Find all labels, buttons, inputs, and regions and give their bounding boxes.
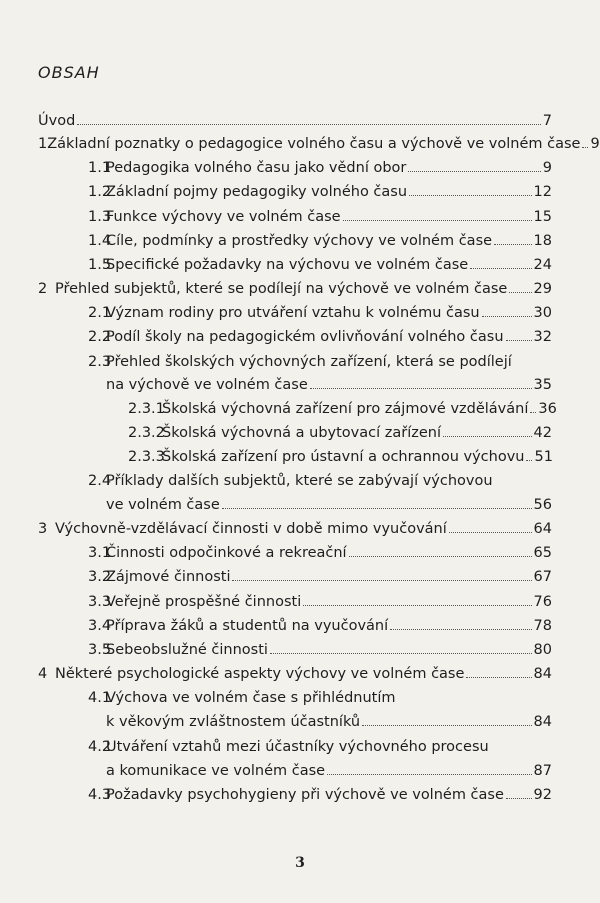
toc-entry-page: 18 bbox=[533, 233, 552, 249]
toc-entry-number: 2.1 bbox=[88, 305, 112, 321]
toc-entry bbox=[88, 183, 552, 201]
toc-entry bbox=[88, 472, 493, 490]
dot-leader bbox=[506, 339, 532, 341]
toc-entry-page: 84 bbox=[533, 714, 552, 730]
toc-entry-title: Školská výchovná a ubytovací zařízení bbox=[162, 425, 441, 441]
toc-entry-title: Školská zařízení pro ústavní a ochrannou výchovu bbox=[162, 449, 525, 465]
dot-leader bbox=[506, 797, 532, 799]
toc-entry-title: Základní poznatky o pedagogice volného času a výchově ve volném čase bbox=[47, 136, 581, 152]
toc-entry bbox=[88, 232, 552, 250]
toc-entry bbox=[88, 496, 552, 514]
toc-entry bbox=[88, 208, 552, 226]
toc-entry bbox=[38, 135, 600, 153]
toc-entry-page: 12 bbox=[533, 184, 552, 200]
toc-entry bbox=[88, 786, 552, 804]
toc-entry-number: 2.3.3 bbox=[128, 449, 165, 465]
toc-entry-title: Podíl školy na pedagogickém ovlivňování volného času bbox=[106, 329, 504, 345]
toc-entry-page: 29 bbox=[533, 281, 552, 297]
toc-entry-title: Příprava žáků a studentů na vyučování bbox=[106, 618, 389, 634]
toc-entry-number: 2.4 bbox=[88, 473, 112, 489]
toc-entry-page: 80 bbox=[533, 642, 552, 658]
dot-leader bbox=[582, 146, 588, 148]
toc-entry-number: 2 bbox=[38, 281, 48, 297]
toc-entry-page: 87 bbox=[533, 763, 552, 779]
toc-entry-title: Sebeobslužné činnosti bbox=[106, 642, 268, 658]
toc-entry-number: 3.4 bbox=[88, 618, 112, 634]
dot-leader bbox=[349, 555, 532, 557]
toc-entry-title: Přehled subjektů, které se podílejí na výchově ve volném čase bbox=[55, 281, 508, 297]
toc-entry-title: Přehled školských výchovných zařízení, která se podílejí bbox=[106, 354, 512, 370]
toc-entry-title: k věkovým zvláštnostem účastníků bbox=[106, 714, 361, 730]
dot-leader bbox=[232, 579, 531, 581]
toc-entry-number: 3.2 bbox=[88, 569, 112, 585]
toc-entry-number: 1.5 bbox=[88, 257, 112, 273]
toc-entry-page: 15 bbox=[533, 209, 552, 225]
toc-entry-page: 51 bbox=[534, 449, 553, 465]
toc-entry-title: Pedagogika volného času jako vědní obor bbox=[106, 160, 407, 176]
toc-entry-page: 67 bbox=[533, 569, 552, 585]
toc-entry bbox=[128, 400, 557, 418]
toc-entry-number: 1.3 bbox=[88, 209, 112, 225]
toc-entry bbox=[88, 304, 552, 322]
toc-entry bbox=[38, 665, 552, 683]
toc-entry-page: 32 bbox=[533, 329, 552, 345]
toc-entry-title: na výchově ve volném čase bbox=[106, 377, 308, 393]
toc-entry bbox=[88, 256, 552, 274]
toc-entry-number: 1 bbox=[38, 136, 48, 152]
dot-leader bbox=[390, 628, 531, 630]
toc-entry-title: Specifické požadavky na výchovu ve volném čase bbox=[106, 257, 469, 273]
toc-entry-title: Výchovně-vzdělávací činnosti v době mimo vyučování bbox=[55, 521, 447, 537]
toc-entry bbox=[88, 713, 552, 731]
toc-entry-title: Výchova ve volném čase s přihlédnutím bbox=[106, 690, 396, 706]
dot-leader bbox=[409, 194, 532, 196]
toc-entry-page: 65 bbox=[533, 545, 552, 561]
dot-leader bbox=[222, 507, 532, 509]
toc-entry-page: 36 bbox=[538, 401, 557, 417]
dot-leader bbox=[449, 531, 532, 533]
toc-entry bbox=[128, 448, 552, 466]
toc-entry-title: Základní pojmy pedagogiky volného času bbox=[106, 184, 408, 200]
contents-heading: OBSAH bbox=[38, 63, 100, 82]
toc-entry-page: 9 bbox=[590, 136, 600, 152]
dot-leader bbox=[443, 435, 532, 437]
toc-entry-number: 4.1 bbox=[88, 690, 112, 706]
toc-entry-title: Školská výchovná zařízení pro zájmové vzdělávání bbox=[162, 401, 529, 417]
dot-leader bbox=[77, 123, 540, 125]
dot-leader bbox=[408, 170, 540, 172]
toc-entry-title: Příklady dalších subjektů, které se zabývají výchovou bbox=[106, 473, 493, 489]
toc-entry bbox=[88, 159, 552, 177]
dot-leader bbox=[482, 315, 532, 317]
toc-entry bbox=[38, 520, 552, 538]
toc-entry-title: Některé psychologické aspekty výchovy ve volném čase bbox=[55, 666, 465, 682]
toc-entry-page: 24 bbox=[533, 257, 552, 273]
toc-entry-number: 4.2 bbox=[88, 739, 112, 755]
dot-leader bbox=[466, 676, 531, 678]
dot-leader bbox=[530, 411, 536, 413]
toc-entry-page: 35 bbox=[533, 377, 552, 393]
toc-entry bbox=[88, 738, 489, 756]
toc-entry-page: 84 bbox=[533, 666, 552, 682]
toc-entry bbox=[88, 376, 552, 394]
toc-entry-title: ve volném čase bbox=[106, 497, 220, 513]
dot-leader bbox=[509, 291, 531, 293]
dot-leader bbox=[270, 652, 532, 654]
dot-leader bbox=[494, 243, 532, 245]
toc-entry-page: 76 bbox=[533, 594, 552, 610]
dot-leader bbox=[343, 219, 532, 221]
toc-entry-title: a komunikace ve volném čase bbox=[106, 763, 326, 779]
toc-entry bbox=[88, 762, 552, 780]
toc-entry-title: Význam rodiny pro utváření vztahu k volnému času bbox=[106, 305, 480, 321]
dot-leader bbox=[303, 604, 531, 606]
toc-entry-page: 56 bbox=[533, 497, 552, 513]
toc-entry-number: 3 bbox=[38, 521, 48, 537]
toc-entry-number: 2.3.1 bbox=[128, 401, 165, 417]
toc-entry-page: 9 bbox=[542, 160, 552, 176]
toc-entry bbox=[88, 353, 512, 371]
toc-entry-page: 7 bbox=[542, 113, 552, 129]
toc-entry bbox=[38, 280, 552, 298]
toc-entry-title: Činnosti odpočinkové a rekreační bbox=[106, 545, 347, 561]
toc-entry-title: Veřejně prospěšné činnosti bbox=[106, 594, 302, 610]
toc-entry bbox=[88, 689, 396, 707]
toc-entry-number: 1.4 bbox=[88, 233, 112, 249]
toc-entry bbox=[128, 424, 552, 442]
toc-entry bbox=[88, 617, 552, 635]
toc-entry bbox=[38, 112, 552, 130]
toc-entry-number: 1.1 bbox=[88, 160, 112, 176]
toc-entry-title: Úvod bbox=[38, 113, 76, 129]
toc-entry bbox=[88, 568, 552, 586]
dot-leader bbox=[310, 387, 532, 389]
toc-entry-title: Funkce výchovy ve volném čase bbox=[106, 209, 341, 225]
dot-leader bbox=[470, 267, 531, 269]
toc-entry-title: Cíle, podmínky a prostředky výchovy ve volném čase bbox=[106, 233, 493, 249]
toc-entry-number: 4.3 bbox=[88, 787, 112, 803]
toc-entry-page: 64 bbox=[533, 521, 552, 537]
page-number: 3 bbox=[295, 855, 305, 871]
toc-entry-title: Požadavky psychohygieny při výchově ve volném čase bbox=[106, 787, 504, 803]
dot-leader bbox=[327, 773, 531, 775]
toc-entry-number: 3.5 bbox=[88, 642, 112, 658]
toc-entry-page: 92 bbox=[533, 787, 552, 803]
toc-entry-number: 2.3 bbox=[88, 354, 112, 370]
dot-leader bbox=[526, 459, 532, 461]
toc-entry-number: 2.2 bbox=[88, 329, 112, 345]
toc-entry-title: Utváření vztahů mezi účastníky výchovného procesu bbox=[106, 739, 489, 755]
toc-entry-page: 78 bbox=[533, 618, 552, 634]
toc-entry-number: 1.2 bbox=[88, 184, 112, 200]
toc-entry-title: Zájmové činnosti bbox=[106, 569, 231, 585]
toc-entry-number: 3.1 bbox=[88, 545, 112, 561]
toc-entry bbox=[88, 641, 552, 659]
toc-entry-number: 2.3.2 bbox=[128, 425, 165, 441]
dot-leader bbox=[362, 724, 531, 726]
toc-entry bbox=[88, 328, 552, 346]
toc-entry bbox=[88, 593, 552, 611]
toc-entry-page: 42 bbox=[533, 425, 552, 441]
toc-entry-number: 4 bbox=[38, 666, 48, 682]
toc-entry bbox=[88, 544, 552, 562]
toc-entry-number: 3.3 bbox=[88, 594, 112, 610]
toc-entry-page: 30 bbox=[533, 305, 552, 321]
